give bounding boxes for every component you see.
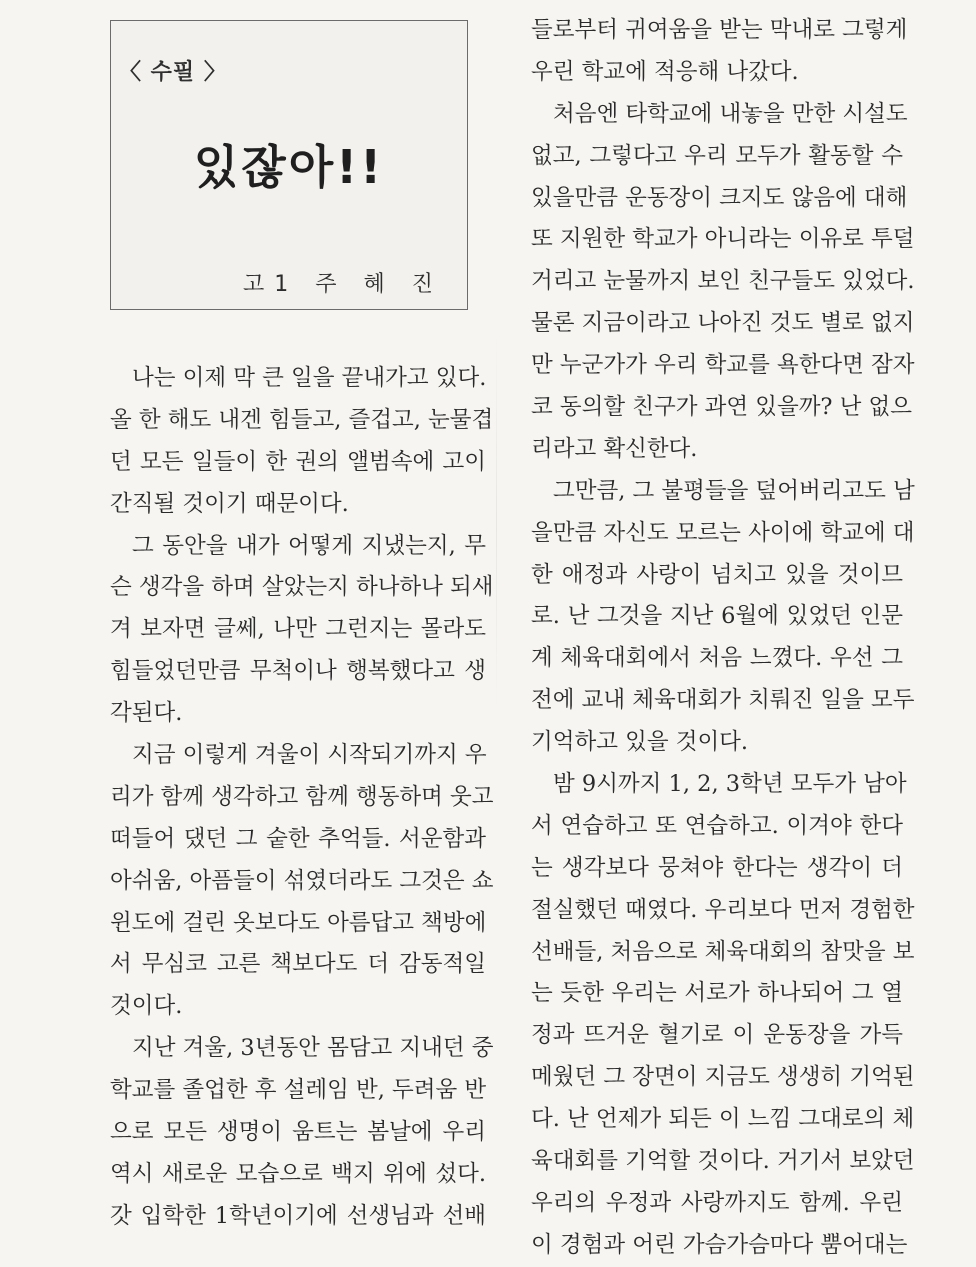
text-line: 우린 학교에 적응해 나갔다. bbox=[531, 58, 799, 85]
text-line: 선배들, 처음으로 체육대회의 참맛을 보 bbox=[531, 938, 915, 965]
column-gutter bbox=[496, 332, 497, 712]
text-line: 있을만큼 운동장이 크지도 않음에 대해 bbox=[531, 184, 908, 211]
text-line: 간직될 것이기 때문이다. bbox=[110, 490, 349, 517]
text-line: 거리고 눈물까지 보인 친구들도 있었다. bbox=[531, 268, 915, 295]
author-byline: 고1 주 혜 진 bbox=[243, 272, 443, 297]
text-line: 들로부터 귀여움을 받는 막내로 그렇게 bbox=[531, 17, 908, 43]
text-line: 정과 뜨거운 혈기로 이 운동장을 가득 bbox=[531, 1022, 903, 1049]
text-line: 올 한 해도 내겐 힘들고, 즐겁고, 눈물겹 bbox=[110, 406, 494, 433]
text-line: 지난 겨울, 3년동안 몸담고 지내던 중 bbox=[132, 1035, 494, 1062]
text-line: 지금 이렇게 겨울이 시작되기까지 우 bbox=[132, 742, 487, 769]
text-line: 밤 9시까지 1, 2, 3학년 모두가 남아 bbox=[553, 771, 907, 798]
text-line: 코 동의할 친구가 과연 있을까? 난 없으 bbox=[531, 394, 913, 421]
text-line: 다. 난 언제가 되든 이 느낌 그대로의 체 bbox=[531, 1106, 915, 1133]
text-line: 물론 지금이라고 나아진 것도 별로 없지 bbox=[531, 310, 915, 337]
text-line: 기억하고 있을 것이다. bbox=[531, 729, 749, 756]
text-line: 육대회를 기억할 것이다. 거기서 보았던 bbox=[531, 1148, 915, 1175]
text-line: 또 지원한 학교가 아니라는 이유로 투덜 bbox=[531, 226, 915, 253]
text-line: 아쉬움, 아픔들이 섞였더라도 그것은 쇼 bbox=[110, 867, 494, 894]
text-line: 서 무심코 고른 책보다도 더 감동적일 bbox=[110, 951, 486, 978]
text-line: 슨 생각을 하며 살았는지 하나하나 되새 bbox=[110, 574, 494, 601]
text-line: 이 경험과 어린 가슴가슴마다 뿜어대는 bbox=[531, 1231, 908, 1258]
text-line: 는 생각보다 뭉쳐야 한다는 생각이 더 bbox=[531, 854, 903, 881]
text-line: 만 누군가가 우리 학교를 욕한다면 잠자 bbox=[531, 352, 915, 379]
text-line: 힘들었던만큼 무척이나 행복했다고 생 bbox=[110, 658, 486, 685]
text-line: 역시 새로운 모습으로 백지 위에 섰다. bbox=[110, 1160, 486, 1187]
text-line: 학교를 졸업한 후 설레임 반, 두려움 반 bbox=[110, 1077, 487, 1104]
text-line: 절실했던 때였다. 우리보다 먼저 경험한 bbox=[531, 896, 915, 923]
text-line: 우리의 우정과 사랑까지도 함께. 우린 bbox=[531, 1189, 903, 1216]
text-line: 없고, 그렇다고 우리 모두가 활동할 수 bbox=[531, 142, 903, 169]
text-line: 는 듯한 우리는 서로가 하나되어 그 열 bbox=[531, 980, 903, 1007]
title-box bbox=[110, 20, 468, 310]
right-text-column bbox=[531, 10, 915, 1267]
text-line: 각된다. bbox=[110, 700, 183, 727]
text-line: 것이다. bbox=[110, 993, 183, 1020]
text-line: 전에 교내 체육대회가 치뤄진 일을 모두 bbox=[531, 687, 915, 714]
text-line: 나는 이제 막 큰 일을 끝내가고 있다. bbox=[132, 365, 487, 391]
text-line: 리라고 확신한다. bbox=[531, 435, 698, 462]
text-line: 리가 함께 생각하고 함께 행동하며 웃고 bbox=[110, 783, 494, 810]
text-line: 처음엔 타학교에 내놓을 만한 시설도 bbox=[553, 100, 908, 127]
text-line: 을만큼 자신도 모르는 사이에 학교에 대 bbox=[531, 519, 915, 546]
text-line: 떠들어 댔던 그 숱한 추억들. 서운함과 bbox=[110, 825, 486, 852]
essay-title: 있잖아!! bbox=[193, 140, 385, 194]
text-line: 갓 입학한 1학년이기에 선생님과 선배 bbox=[110, 1202, 486, 1229]
text-line: 겨 보자면 글쎄, 나만 그런지는 몰라도 bbox=[110, 616, 486, 643]
text-line: 그 동안을 내가 어떻게 지냈는지, 무 bbox=[132, 532, 486, 559]
text-line: 한 애정과 사랑이 넘치고 있을 것이므 bbox=[531, 561, 903, 588]
text-line: 그만큼, 그 불평들을 덮어버리고도 남 bbox=[553, 477, 915, 504]
text-line: 서 연습하고 또 연습하고. 이겨야 한다 bbox=[531, 812, 903, 839]
text-line: 로. 난 그것을 지난 6월에 있었던 인문 bbox=[531, 603, 903, 630]
text-line: 메웠던 그 장면이 지금도 생생히 기억된 bbox=[531, 1064, 915, 1091]
text-line: 으로 모든 생명이 움트는 봄날에 우리 bbox=[110, 1119, 486, 1146]
text-line: 윈도에 걸린 옷보다도 아름답고 책방에 bbox=[110, 909, 487, 936]
text-line: 계 체육대회에서 처음 느꼈다. 우선 그 bbox=[531, 645, 903, 672]
text-line: 던 모든 일들이 한 권의 앨범속에 고이 bbox=[110, 448, 486, 475]
left-text-column bbox=[110, 358, 494, 1238]
category-label: 〈 수필 〉 bbox=[119, 60, 227, 85]
